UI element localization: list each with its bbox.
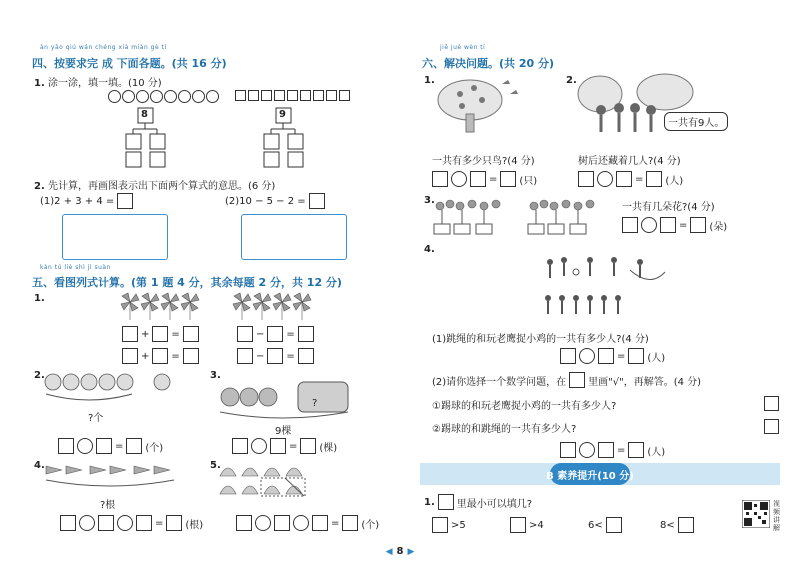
- answer-box[interactable]: [598, 348, 614, 364]
- unit-label: (人): [665, 175, 684, 187]
- page-number-block: [375, 546, 425, 557]
- unit-label: (个): [145, 442, 164, 454]
- equals-sign: =: [115, 440, 124, 452]
- answer-box[interactable]: [432, 171, 448, 187]
- section5-title: 五、看图列式计算。(第 1 题 4 分，其余每题 2 分，共 12 分): [32, 276, 342, 289]
- unit-label: (人): [647, 446, 666, 458]
- plus-sign: +: [141, 350, 150, 362]
- sub2-text: (2)请你选择一个数学问题，在: [432, 376, 567, 388]
- section6-pinyin: jiě jué wèn tí: [440, 44, 486, 51]
- b1-item2: [510, 517, 544, 533]
- q1-text: 涂一涂，填一填。(10 分): [47, 78, 162, 89]
- answer-box[interactable]: [560, 442, 576, 458]
- p4-under-label: ?根: [100, 500, 116, 511]
- inline-box: [438, 494, 454, 510]
- item-text: 8<: [660, 519, 675, 531]
- speech-bubble: 一共有9人。: [664, 112, 728, 131]
- r-q1-text: 一共有多少只鸟?(4 分): [432, 156, 535, 167]
- square-row: [235, 90, 350, 101]
- r-q2-number: 2.: [566, 75, 577, 86]
- p1-sub-row1: [237, 326, 314, 342]
- operator-circle[interactable]: [579, 442, 595, 458]
- p3-equation: [232, 438, 337, 454]
- unit-label: (根): [185, 519, 204, 531]
- circle[interactable]: [178, 90, 191, 103]
- unit-label: (只): [519, 175, 538, 187]
- answer-box[interactable]: [628, 348, 644, 364]
- r-q3-equation: [622, 217, 727, 233]
- playground-illustration: [530, 250, 680, 320]
- p2-equation: [58, 438, 163, 454]
- square[interactable]: [261, 90, 272, 101]
- birds-tree-illustration: [432, 74, 522, 134]
- plus-sign: +: [141, 328, 150, 340]
- b1-line: [424, 494, 532, 510]
- square[interactable]: [313, 90, 324, 101]
- b1-text: 里最小可以填几?: [456, 498, 533, 510]
- p1-number: 1.: [34, 293, 45, 304]
- section4-title: 四、按要求完 成 下面各题。(共 16 分): [32, 57, 227, 70]
- tree-top-8: 8: [141, 109, 148, 120]
- answer-box[interactable]: [98, 515, 114, 531]
- answer-box[interactable]: [267, 348, 283, 364]
- page-arrow-left-icon: ◀: [385, 546, 393, 557]
- equals-sign: =: [289, 440, 298, 452]
- circle-row: [108, 90, 219, 103]
- unit-label: (朵): [709, 221, 728, 233]
- p2-number: 2.: [34, 370, 45, 381]
- unit-label: (个): [361, 519, 380, 531]
- page-number: 8: [396, 546, 404, 557]
- circle[interactable]: [136, 90, 149, 103]
- answer-box[interactable]: [628, 442, 644, 458]
- p5-equation: [236, 515, 379, 531]
- answer-box[interactable]: [578, 171, 594, 187]
- answer-box[interactable]: [470, 171, 486, 187]
- item-text: >5: [451, 519, 466, 531]
- page-arrow-right-icon: ▶: [407, 546, 415, 557]
- answer-box[interactable]: [298, 326, 314, 342]
- answer-box[interactable]: [500, 171, 516, 187]
- equals-sign: =: [286, 328, 295, 340]
- operator-circle[interactable]: [255, 515, 271, 531]
- r-q2-equation: [578, 171, 683, 187]
- option1-checkbox[interactable]: [764, 396, 779, 411]
- cabbages-illustration: [218, 372, 353, 422]
- q2-number: 2.: [34, 181, 45, 192]
- r-q4-equation2: [560, 442, 665, 458]
- section6-title: 六、解决问题。(共 20 分): [422, 57, 555, 70]
- equals-sign: =: [489, 173, 498, 185]
- pinwheels-right: [232, 292, 332, 322]
- answer-box[interactable]: [270, 438, 286, 454]
- shells-illustration: [218, 460, 328, 500]
- drawing-area-2[interactable]: [241, 214, 347, 260]
- operator-circle[interactable]: [641, 217, 657, 233]
- operator-circle[interactable]: [293, 515, 309, 531]
- operator-circle[interactable]: [597, 171, 613, 187]
- answer-box[interactable]: [236, 515, 252, 531]
- section4-pinyin: àn yāo qiú wán chéng xià miàn gè tí: [40, 44, 167, 51]
- square[interactable]: [326, 90, 337, 101]
- answer-box[interactable]: [660, 217, 676, 233]
- answer-box[interactable]: [274, 515, 290, 531]
- equals-sign: =: [331, 517, 340, 529]
- circle[interactable]: [122, 90, 135, 103]
- answer-box[interactable]: [60, 515, 76, 531]
- equals-sign: =: [286, 350, 295, 362]
- answer-box[interactable]: [598, 442, 614, 458]
- operator-circle[interactable]: [77, 438, 93, 454]
- square[interactable]: [274, 90, 285, 101]
- p3-under-label: 9棵: [275, 426, 292, 437]
- answer-box[interactable]: [560, 348, 576, 364]
- answer-box[interactable]: [152, 326, 168, 342]
- operator-circle[interactable]: [451, 171, 467, 187]
- r-q3-text: 一共有几朵花?(4 分): [622, 202, 715, 213]
- q2-line: [34, 177, 275, 192]
- expr2-text: (2)10 − 5 − 2 =: [225, 195, 306, 207]
- circle[interactable]: [164, 90, 177, 103]
- operator-circle[interactable]: [579, 348, 595, 364]
- r-q1-number: 1.: [424, 75, 435, 86]
- answer-box[interactable]: [122, 348, 138, 364]
- unit-label: (人): [647, 352, 666, 364]
- circle[interactable]: [108, 90, 121, 103]
- square[interactable]: [235, 90, 246, 101]
- answer-box[interactable]: [646, 171, 662, 187]
- answer-box[interactable]: [432, 517, 448, 533]
- b1-item1: [432, 517, 466, 533]
- square[interactable]: [339, 90, 350, 101]
- answer-box[interactable]: [183, 348, 199, 364]
- flowers-pots-left: [432, 198, 512, 238]
- b1-number: 1.: [424, 496, 435, 508]
- equals-sign: =: [679, 219, 688, 231]
- carrots-illustration: [44, 460, 184, 494]
- p1-sub-row2: [237, 348, 314, 364]
- circle[interactable]: [192, 90, 205, 103]
- item-text: 6<: [588, 519, 603, 531]
- inline-box: [569, 372, 585, 388]
- equals-sign: =: [155, 517, 164, 529]
- banner-label: B 素养提升(10 分): [550, 463, 630, 485]
- option1-text: ①踢球的和玩老鹰捉小鸡的一共有多少人?: [432, 401, 617, 412]
- answer-box[interactable]: [152, 348, 168, 364]
- r-q1-equation: [432, 171, 537, 187]
- q1-number: 1.: [34, 78, 45, 89]
- answer-box[interactable]: [678, 517, 694, 533]
- r-q4-sub1: (1)跳绳的和玩老鹰捉小鸡的一共有多少人?(4 分): [432, 334, 649, 345]
- answer-box[interactable]: [606, 517, 622, 533]
- minus-sign: −: [256, 350, 265, 362]
- equals-sign: =: [635, 173, 644, 185]
- answer-box[interactable]: [616, 171, 632, 187]
- flowers-pots-right: [526, 198, 606, 238]
- qr-code[interactable]: [742, 500, 770, 528]
- answer-box[interactable]: [342, 515, 358, 531]
- minus-sign: −: [256, 328, 265, 340]
- operator-circle[interactable]: [251, 438, 267, 454]
- drawing-area-1[interactable]: [62, 214, 168, 260]
- unit-label: (棵): [319, 442, 338, 454]
- circle[interactable]: [206, 90, 219, 103]
- answer-box[interactable]: [136, 515, 152, 531]
- p3-number: 3.: [210, 370, 221, 381]
- q2-text: 先计算，再画图表示出下面两个算式的意思。(6 分): [47, 181, 276, 192]
- p2-under-label: ?个: [88, 413, 104, 424]
- answer-box[interactable]: [267, 326, 283, 342]
- r-q3-number: 3.: [424, 195, 435, 206]
- p4-number: 4.: [34, 460, 45, 471]
- answer-box[interactable]: [58, 438, 74, 454]
- equals-sign: =: [171, 328, 180, 340]
- circle[interactable]: [150, 90, 163, 103]
- answer-box[interactable]: [232, 438, 248, 454]
- answer-box[interactable]: [237, 348, 253, 364]
- answer-box[interactable]: [117, 193, 133, 209]
- r-q2-text: 树后还藏着几人?(4 分): [578, 156, 681, 167]
- equals-sign: =: [171, 350, 180, 362]
- equals-sign: =: [617, 350, 626, 362]
- basketballs-illustration: [44, 372, 174, 408]
- b1-item4: [660, 517, 694, 533]
- b1-item3: [588, 517, 622, 533]
- r-q4-equation1: [560, 348, 665, 364]
- square[interactable]: [248, 90, 259, 101]
- answer-box[interactable]: [298, 348, 314, 364]
- operator-circle[interactable]: [79, 515, 95, 531]
- operator-circle[interactable]: [117, 515, 133, 531]
- p1-add-row2: [122, 348, 199, 364]
- r-q4-number: 4.: [424, 244, 435, 255]
- r-q4-sub2: [432, 372, 701, 388]
- q1-line: [34, 74, 162, 89]
- sub2b-text: 里画"√"，再解答。(4 分): [588, 376, 702, 388]
- section5-pinyin: kàn tú liè shì jì suàn: [40, 264, 111, 271]
- expr1-text: (1)2 + 3 + 4 =: [40, 195, 115, 207]
- item-text: >4: [529, 519, 544, 531]
- answer-box[interactable]: [622, 217, 638, 233]
- p5-number: 5.: [210, 460, 221, 471]
- square[interactable]: [287, 90, 298, 101]
- basket-qmark: ?: [312, 398, 318, 409]
- answer-box[interactable]: [510, 517, 526, 533]
- answer-box[interactable]: [309, 193, 325, 209]
- answer-box[interactable]: [166, 515, 182, 531]
- answer-box[interactable]: [126, 438, 142, 454]
- equals-sign: =: [617, 444, 626, 456]
- answer-box[interactable]: [312, 515, 328, 531]
- answer-box[interactable]: [96, 438, 112, 454]
- square[interactable]: [300, 90, 311, 101]
- answer-box[interactable]: [300, 438, 316, 454]
- p4-equation: [60, 515, 203, 531]
- answer-box[interactable]: [183, 326, 199, 342]
- answer-box[interactable]: [122, 326, 138, 342]
- tree-top-9: 9: [279, 109, 286, 120]
- answer-box[interactable]: [237, 326, 253, 342]
- q2-expr1: [40, 193, 133, 209]
- p1-add-row1: [122, 326, 199, 342]
- pinwheels-left: [120, 292, 220, 322]
- qr-label: 视频讲解: [773, 500, 780, 532]
- answer-box[interactable]: [690, 217, 706, 233]
- q2-expr2: [225, 193, 325, 209]
- option2-text: ②踢球的和跳绳的一共有多少人?: [432, 424, 577, 435]
- option2-checkbox[interactable]: [764, 419, 779, 434]
